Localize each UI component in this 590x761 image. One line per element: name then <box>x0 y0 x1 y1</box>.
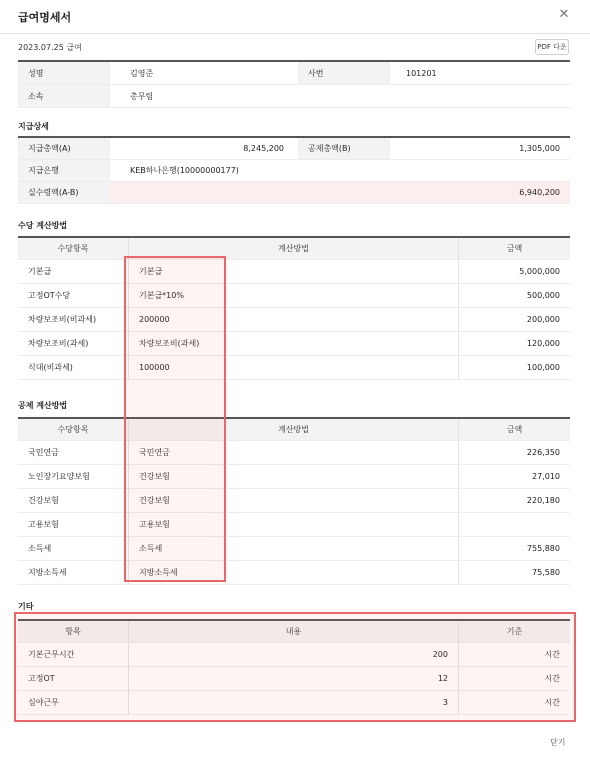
table-header <box>18 238 570 260</box>
allowance-table <box>18 236 570 380</box>
total-pay-value: 8,245,200 <box>243 144 284 153</box>
cell-amount: 100,000 <box>458 356 570 379</box>
modal-title: 급여명세서 <box>18 11 72 24</box>
cell-content: 12 <box>128 667 458 690</box>
table-row <box>18 465 570 489</box>
cell-item: 노인장기요양보험 <box>28 472 90 481</box>
cell-unit: 시간 <box>458 691 570 714</box>
table-row <box>18 260 570 284</box>
table-row <box>18 138 570 160</box>
cell-method: 차량보조비(과세) <box>128 332 458 355</box>
id-label: 사번 <box>298 62 390 84</box>
header-content: 내용 <box>128 621 458 642</box>
header-method: 계산방법 <box>128 419 458 440</box>
cell-method: 200000 <box>128 308 458 331</box>
table-row <box>18 441 570 465</box>
total-pay-label: 지급총액(A) <box>18 138 110 159</box>
bank-value: KEB하나은행(10000000177) <box>130 166 239 175</box>
section-title-etc: 기타 <box>18 602 34 611</box>
cell-method: 건강보험 <box>128 465 458 488</box>
cell-amount: 500,000 <box>458 284 570 307</box>
name-value: 김영준 <box>130 68 154 78</box>
table-row <box>18 537 570 561</box>
cell-amount: 220,180 <box>458 489 570 512</box>
cell-method: 지방소득세 <box>128 561 458 584</box>
bank-label: 지급은행 <box>18 160 110 181</box>
header-amount: 금액 <box>458 419 570 440</box>
table-row <box>18 85 570 108</box>
cell-amount: 5,000,000 <box>458 260 570 283</box>
header-item: 수당항목 <box>57 244 89 253</box>
table-row <box>18 62 570 85</box>
section-title-deduction: 공제 계산방법 <box>18 401 68 410</box>
deduction-table <box>18 417 570 585</box>
cell-item: 고정OT수당 <box>28 291 71 300</box>
table-row <box>18 691 570 715</box>
header-amount: 금액 <box>458 238 570 259</box>
dept-value: 총무팀 <box>130 91 154 101</box>
pdf-download-button[interactable]: PDF 다운 <box>535 39 569 55</box>
cell-item: 심야근무 <box>28 698 59 707</box>
table-row <box>18 513 570 537</box>
cell-amount: 27,010 <box>458 465 570 488</box>
cell-item: 고용보험 <box>28 520 59 529</box>
cell-amount: 120,000 <box>458 332 570 355</box>
header-item: 항목 <box>65 627 81 636</box>
cell-item: 고정OT <box>28 674 55 683</box>
modal-header <box>0 0 590 34</box>
section-title-payment: 지급상세 <box>18 122 49 131</box>
cell-content: 3 <box>128 691 458 714</box>
cell-amount <box>458 513 570 536</box>
table-row <box>18 489 570 513</box>
close-button[interactable]: 닫기 <box>550 738 566 747</box>
etc-table <box>18 619 570 715</box>
cell-method: 기본급*10% <box>128 284 458 307</box>
cell-method: 건강보험 <box>128 489 458 512</box>
dept-label: 소속 <box>18 85 110 107</box>
cell-method: 소득세 <box>128 537 458 560</box>
table-header <box>18 621 570 643</box>
cell-amount: 226,350 <box>458 441 570 464</box>
header-method: 계산방법 <box>128 238 458 259</box>
cell-item: 기본급 <box>28 267 52 276</box>
table-row <box>18 643 570 667</box>
cell-item: 기본근무시간 <box>28 650 75 659</box>
cell-method: 고용보험 <box>128 513 458 536</box>
table-row <box>18 356 570 380</box>
table-row <box>18 667 570 691</box>
section-title-allowance: 수당 계산방법 <box>18 221 68 230</box>
cell-content: 200 <box>128 643 458 666</box>
table-row <box>18 308 570 332</box>
cell-item: 소득세 <box>28 544 52 553</box>
cell-method: 기본급 <box>128 260 458 283</box>
table-header <box>18 419 570 441</box>
cell-item: 국민연금 <box>28 448 59 457</box>
table-row <box>18 284 570 308</box>
net-value: 6,940,200 <box>519 188 560 197</box>
header-unit: 기준 <box>458 621 570 642</box>
close-icon[interactable]: ✕ <box>558 7 570 22</box>
table-row <box>18 160 570 182</box>
cell-unit: 시간 <box>458 643 570 666</box>
cell-item: 차량보조비(과세) <box>28 339 89 348</box>
table-row <box>18 561 570 585</box>
cell-item: 식대(비과세) <box>28 363 73 372</box>
total-deduct-value: 1,305,000 <box>519 144 560 153</box>
cell-unit: 시간 <box>458 667 570 690</box>
cell-item: 지방소득세 <box>28 568 67 577</box>
cell-amount: 200,000 <box>458 308 570 331</box>
net-label: 실수령액(A-B) <box>18 182 110 203</box>
cell-item: 건강보험 <box>28 496 59 505</box>
cell-item: 차량보조비(비과세) <box>28 315 97 324</box>
table-row-net <box>18 182 570 204</box>
cell-amount: 75,580 <box>458 561 570 584</box>
id-value: 101201 <box>406 68 437 78</box>
cell-method: 100000 <box>128 356 458 379</box>
header-item: 수당항목 <box>57 425 89 434</box>
name-label: 성명 <box>18 62 110 84</box>
employee-info-table <box>18 60 570 108</box>
total-deduct-label: 공제총액(B) <box>298 138 390 159</box>
cell-method: 국민연금 <box>128 441 458 464</box>
payment-table <box>18 136 570 204</box>
cell-amount: 755,880 <box>458 537 570 560</box>
pay-date: 2023.07.25 급여 <box>18 43 82 52</box>
table-row <box>18 332 570 356</box>
